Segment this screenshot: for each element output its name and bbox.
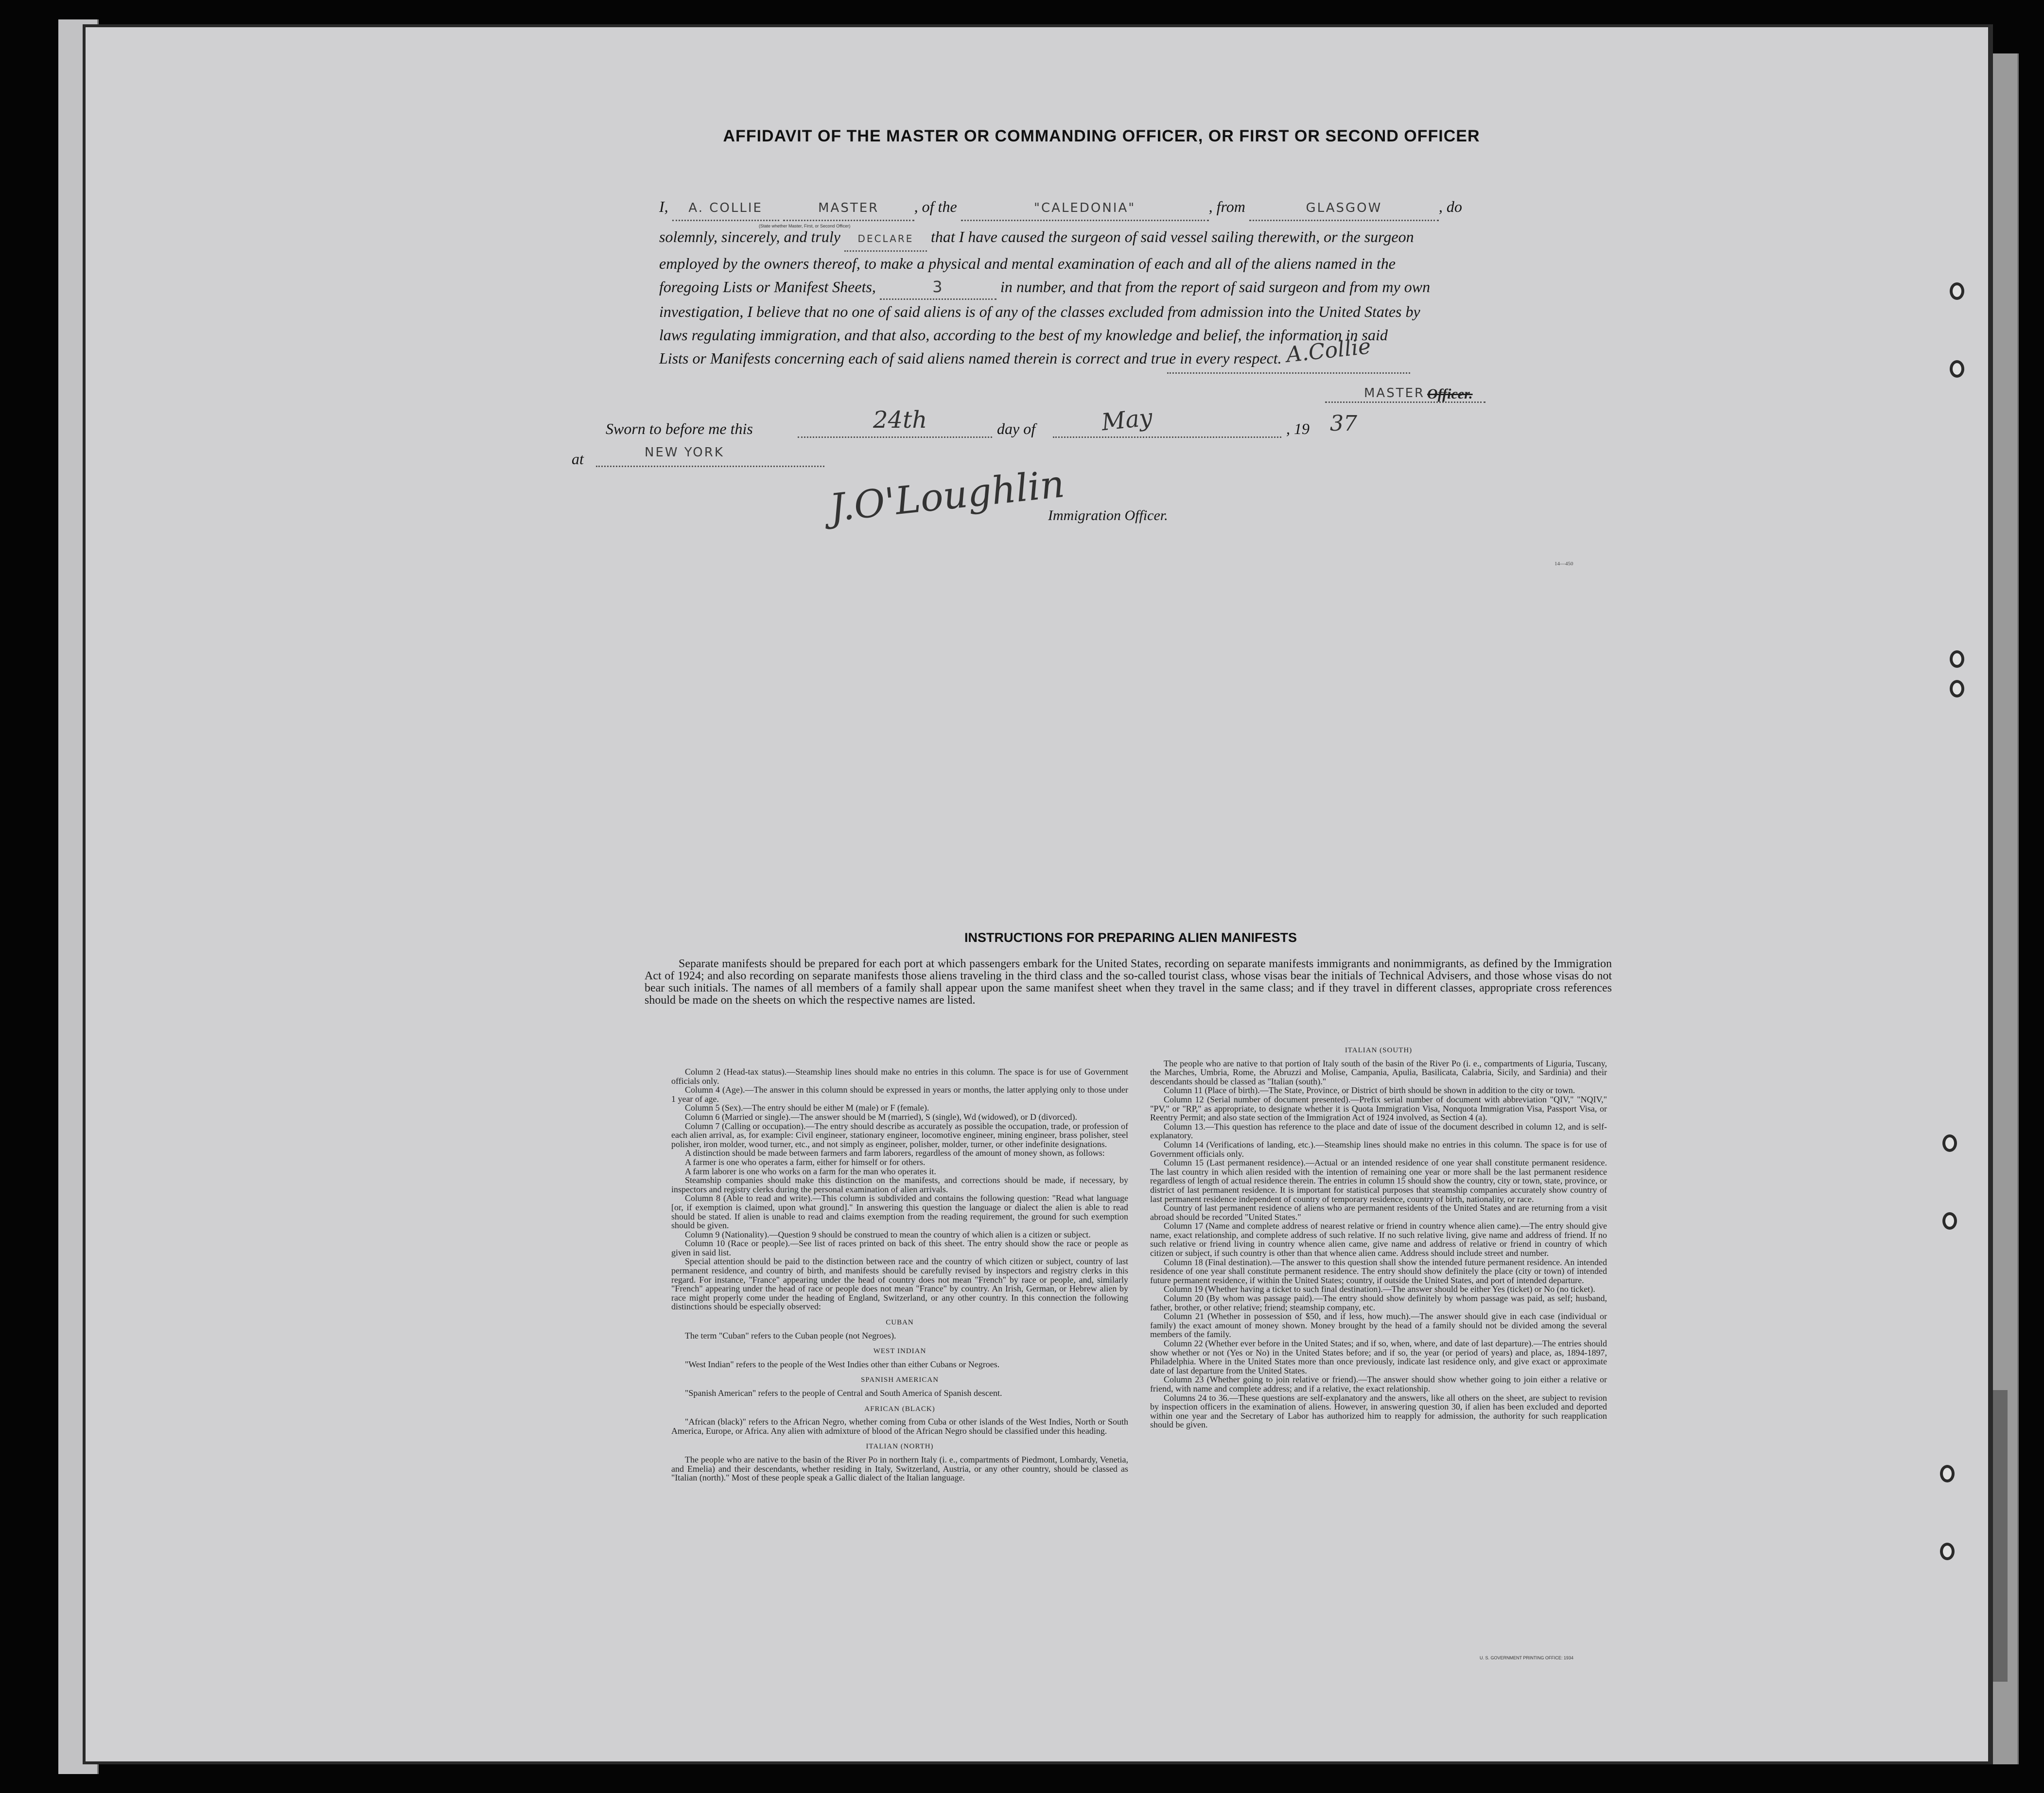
instructions-left-column [671, 1067, 1128, 1482]
line4-a: foregoing Lists or Manifest Sheets, [659, 278, 876, 296]
affidavit-line-3: employed by the owners thereof, to make a physical and mental examination of each and all of the aliens named in the [659, 255, 1396, 272]
sworn-place-line [596, 466, 824, 467]
master-signature-line [1167, 372, 1410, 374]
instructions-intro: Separate manifests should be prepared for each port at which passengers embark for the United States, recording on separate manifests immigrants and nonimmigrants, as defined by the Immigration Act of 1924; and also recording on separate manifests those aliens traveling in the third class and the so-called tourist class, whose visas bear the initials of Technical Advisers, and those whose visas do not bear such initials. The names of all members of a family shall appear upon the same manifest sheet when they travel in the same class; and if they travel in different classes, appropriate cross references should be made on the sheets on which the respective names are listed. [645, 957, 1612, 1007]
section-heading: WEST INDIAN [873, 1347, 926, 1356]
instruction-paragraph: Column 22 (Whether ever before in the United States; and if so, when, where, and date of last departure).—The entries should show whether or not (Yes or No) in the United States before; and if so, the year (or period of years) and place, as, 1894-1897, Philadelphia. Where in the United States more than once previously, indicate last residence only, and give exact or approximate date of last departure from the United States. [1150, 1339, 1607, 1375]
affidavit-title: AFFIDAVIT OF THE MASTER OR COMMANDING OFFICER, OR FIRST OR SECOND OFFICER [723, 127, 1480, 145]
line2-a: solemnly, sincerely, and truly [659, 228, 840, 245]
binder-hole [1950, 650, 1964, 668]
instruction-paragraph: A farm laborer is one who works on a farm for the man who operates it. [685, 1166, 936, 1176]
binder-hole [1950, 282, 1964, 300]
of-the-label: , of the [914, 198, 957, 215]
instructions-title: INSTRUCTIONS FOR PREPARING ALIEN MANIFESTS [964, 930, 1297, 945]
from-label: , from [1208, 198, 1245, 215]
immigration-officer-signature: J.O'Loughlin [827, 462, 1067, 531]
binder-hole [1950, 360, 1964, 378]
instruction-paragraph: Column 6 (Married or single).—The answer should be M (married), S (single), Wd (widowed), or D (divorced). [685, 1112, 1077, 1122]
i-label: I, [659, 198, 668, 215]
affidavit-line-7: Lists or Manifests concerning each of said aliens named therein is correct and true in every respect. [659, 349, 1282, 367]
section-heading: ITALIAN (NORTH) [866, 1443, 934, 1451]
instructions-right-column [1150, 1039, 1607, 1429]
sworn-day-line [798, 436, 992, 438]
sworn-day: 24th [873, 406, 927, 434]
instruction-paragraph: Column 7 (Calling or occupation).—The entry should describe as accurately as possible the occupation, trade, or profession of each alien arrival, as, for example: Civil engineer, stationary engineer, locomotive engineer, mining engineer, brass polisher, steel polisher, iron molder, wood turner, etc., and not simply as engineer, polisher, molder, turner, or other indefinite designations. [671, 1121, 1128, 1149]
instruction-paragraph: The people who are native to that portion of Italy south of the basin of the River Po (i. e., compartments of Liguria, Tuscany, the Marches, Umbria, Rome, the Abruzzi and Molise, Campania, Apulia, Basilicata, Calabria, Sicily, and Sardinia) and their descendants should be classed as "Italian (south)." [1150, 1058, 1607, 1086]
instruction-paragraph: Column 14 (Verifications of landing, etc.).—Steamship lines should make no entries in this column. The space is for use of Government officials only. [1150, 1139, 1607, 1159]
sworn-label: Sworn to before me this [606, 420, 753, 437]
line4-b: in number, and that from the report of said surgeon and from my own [1000, 278, 1431, 296]
officer-label: Officer. [1427, 386, 1473, 402]
day-of-label: day of [997, 420, 1036, 437]
immigration-officer-label: Immigration Officer. [1048, 507, 1168, 523]
instruction-paragraph: A distinction should be made between farmers and farm laborers, regardless of the amount of money shown, as follows: [685, 1148, 1105, 1158]
binder-hole [1950, 680, 1964, 697]
section-text: The term "Cuban" refers to the Cuban people (not Negroes). [685, 1330, 896, 1340]
instruction-paragraph: Steamship companies should make this distinction on the manifests, and corrections should be made, if necessary, by inspectors and registry clerks during the personal examination of alien arrivals. [671, 1175, 1128, 1194]
instruction-paragraph: Column 17 (Name and complete address of nearest relative or friend in country whence alien came).—The entry should give name, exact relationship, and complete address of such relative. If no such relative living, give name and address of friend. If no such relative or friend living in country whence alien came, give name and address of relative or friend in country of which citizen or subject, if such country is other than that whence alien came. Address should include street and number. [1150, 1221, 1607, 1258]
section-text: "West Indian" refers to the people of the West Indies other than either Cubans or Negroes. [685, 1359, 1000, 1369]
do-label: , do [1438, 198, 1462, 215]
instruction-paragraph: Column 18 (Final destination).—The answer to this question shall show the intended future permanent residence. An intended residence of one year shall constitute permanent residence. The entry should show definitely the place (city or town) of intended future permanent residence, if within the United States; country, if outside the United States, and port of intended departure. [1150, 1257, 1607, 1285]
instruction-paragraph: Columns 24 to 36.—These questions are self-explanatory and the answers, like all others on the sheet, are subject to revision by inspection officers in the examination of aliens. However, in answering question 30, if alien has been excluded and deported within one year and the Secretary of Labor has authorized him to reapply for admission, the authority for such reapplication should be given. [1150, 1393, 1607, 1430]
section-text: The people who are native to the basin of the River Po in northern Italy (i. e., compartments of Piedmont, Lombardy, Venetia, and Emelia) and their descendants, whether residing in Italy, Switzerland, Austria, or any other country, should be classed as "Italian (north)." Most of these people speak a Gallic dialect of the Italian language. [671, 1454, 1128, 1483]
section-heading: CUBAN [886, 1319, 914, 1327]
declare-verb: DECLARE [844, 227, 927, 252]
instruction-paragraph: Column 2 (Head-tax status).—Steamship lines should make no entries in this column. The space is for use of Government officials only. [671, 1067, 1128, 1086]
year-prefix: , 19 [1286, 420, 1310, 437]
year-suffix: 37 [1330, 411, 1357, 436]
officer-rank-written: MASTER [1364, 386, 1425, 400]
binder-hole [1940, 1543, 1955, 1560]
sworn-place: NEW YORK [645, 445, 724, 460]
line2-b: that I have caused the surgeon of said vessel sailing therewith, or the surgeon [930, 228, 1414, 245]
instruction-paragraph: Column 10 (Race or people).—See list of races printed on back of this sheet. The entry should show the race or people as given in said list. [671, 1238, 1128, 1257]
section-heading: AFRICAN (BLACK) [864, 1405, 935, 1413]
instruction-paragraph: Column 9 (Nationality).—Question 9 should be construed to mean the country of which alien is a citizen or subject. [685, 1229, 1091, 1239]
affidavit-line-4 [659, 275, 1617, 300]
officer-name: A. COLLIE [672, 196, 779, 221]
vessel-name: "CALEDONIA" [961, 196, 1209, 221]
instruction-paragraph: Column 20 (By whom was passage paid).—The entry should show definitely by whom passage was paid, as self; husband, father, brother, or other relative; friend; steamship company, etc. [1150, 1293, 1607, 1312]
instruction-paragraph: Column 21 (Whether in possession of $50, and if less, how much).—The answer should give in each case (individual or family) the exact amount of money shown. Money brought by the head of a family should not be divided among the several members of the family. [1150, 1311, 1607, 1340]
manifest-page [83, 24, 1993, 1764]
rank-hint: (State whether Master, First, or Second Officer) [759, 224, 851, 228]
affidavit-body [659, 195, 1617, 370]
at-label: at [572, 450, 584, 468]
instruction-paragraph: Column 15 (Last permanent residence).—Actual or an intended residence of one year shall constitute permanent residence. The last country in which alien resided with the intention of remaining one year or more shall be the last permanent residence regardless of length of actual residence therein. The entries in column 15 should show the country, city or town, state, province, or district of last permanent residence. It is important for statistical purposes that steamship companies accurately show country of last permanent residence independent of country of temporary residence, country of birth, nationality, or race. [1150, 1158, 1607, 1204]
master-signature: A.Collie [1285, 334, 1372, 367]
instruction-paragraph: Column 23 (Whether going to join relative or friend).—The answer should show whether going to join either a relative or friend, with name and complete address; and if a relative, the exact relationship. [1150, 1375, 1607, 1393]
departure-port: GLASGOW [1249, 196, 1439, 221]
binder-hole [1942, 1134, 1957, 1152]
instruction-paragraph: Column 11 (Place of birth).—The State, Province, or District of birth should be shown in addition to the city or town. [1164, 1085, 1575, 1096]
binder-hole [1940, 1465, 1955, 1482]
printer-note: U. S. GOVERNMENT PRINTING OFFICE: 1934 [1480, 1655, 1573, 1660]
officer-rank: MASTER [783, 196, 914, 221]
section-heading: ITALIAN (SOUTH) [1345, 1046, 1413, 1054]
section-heading: SPANISH AMERICAN [860, 1376, 939, 1384]
section-text: "African (black)" refers to the African Negro, whether coming from Cuba or other islands of the West Indies, North or South America, Europe, or Africa. Any alien with admixture of blood of the African Negro should be classified under this heading. [671, 1417, 1128, 1436]
instruction-paragraph: Column 8 (Able to read and write).—This column is subdivided and contains the following question: "Read what language [or, if exemption is claimed, upon what ground]." In answering this question the language or dialect the alien is able to read should be stated. If alien is unable to read and claims exemption from the reading requirement, the ground for such exemption should be given. [671, 1193, 1128, 1231]
form-number: 14—450 [1555, 561, 1573, 567]
affidavit-line-5: investigation, I believe that no one of said aliens is of any of the classes excluded from admission into the United States by [659, 303, 1420, 320]
instruction-paragraph: Country of last permanent residence of aliens who are permanent residents of the United States and are returning from a visit abroad should be recorded "United States." [1150, 1203, 1607, 1222]
instruction-paragraph: Column 12 (Serial number of document presented).—Prefix serial number of document with abbreviation "QIV," "NQIV," "PV," or "RP," as appropriate, to designate whether it is Quota Immigration Visa, Nonquota Immigration Visa, Passport Visa, or Reentry Permit; and also state section of the Immigration Act of 1924 involved, as Section 4 (a). [1150, 1094, 1607, 1123]
affidavit-line-6: laws regulating immigration, and that also, according to the best of my knowledge and belief, the information in said [659, 326, 1388, 344]
section-text: "Spanish American" refers to the people of Central and South America of Spanish descent. [685, 1388, 1002, 1398]
sworn-month-line [1053, 436, 1281, 438]
instruction-paragraph: A farmer is one who operates a farm, either for himself or for others. [685, 1157, 926, 1167]
instruction-paragraph: Column 19 (Whether having a ticket to such final destination).—The answer should be either Yes (ticket) or No (no ticket). [1164, 1284, 1595, 1294]
instruction-paragraph: Special attention should be paid to the distinction between race and the country of which citizen or subject, country of last permanent residence, and country of birth, and manifests should be carefully revised by inspectors and registry clerks in this regard. For instance, "France" appearing under the head of country does not mean "French" by race or people, and, similarly "French" appearing under the head of race or people does not mean "France" by country. An Irish, German, or Hebrew alien by race might properly come under the heading of England, Switzerland, or any other country. In this connection the following distinctions should be especially observed: [671, 1256, 1128, 1312]
binder-hole [1942, 1212, 1957, 1230]
instruction-paragraph: Column 5 (Sex).—The entry should be either M (male) or F (female). [685, 1103, 929, 1113]
instruction-paragraph: Column 4 (Age).—The answer in this column should be expressed in years or months, the latter applying only to those under 1 year of age. [671, 1085, 1128, 1104]
sworn-month: May [1100, 403, 1154, 436]
instruction-paragraph: Column 13.—This question has reference to the place and date of issue of the document described in column 12, and is self-explanatory. [1150, 1121, 1607, 1141]
sheet-count: 3 [880, 275, 996, 300]
